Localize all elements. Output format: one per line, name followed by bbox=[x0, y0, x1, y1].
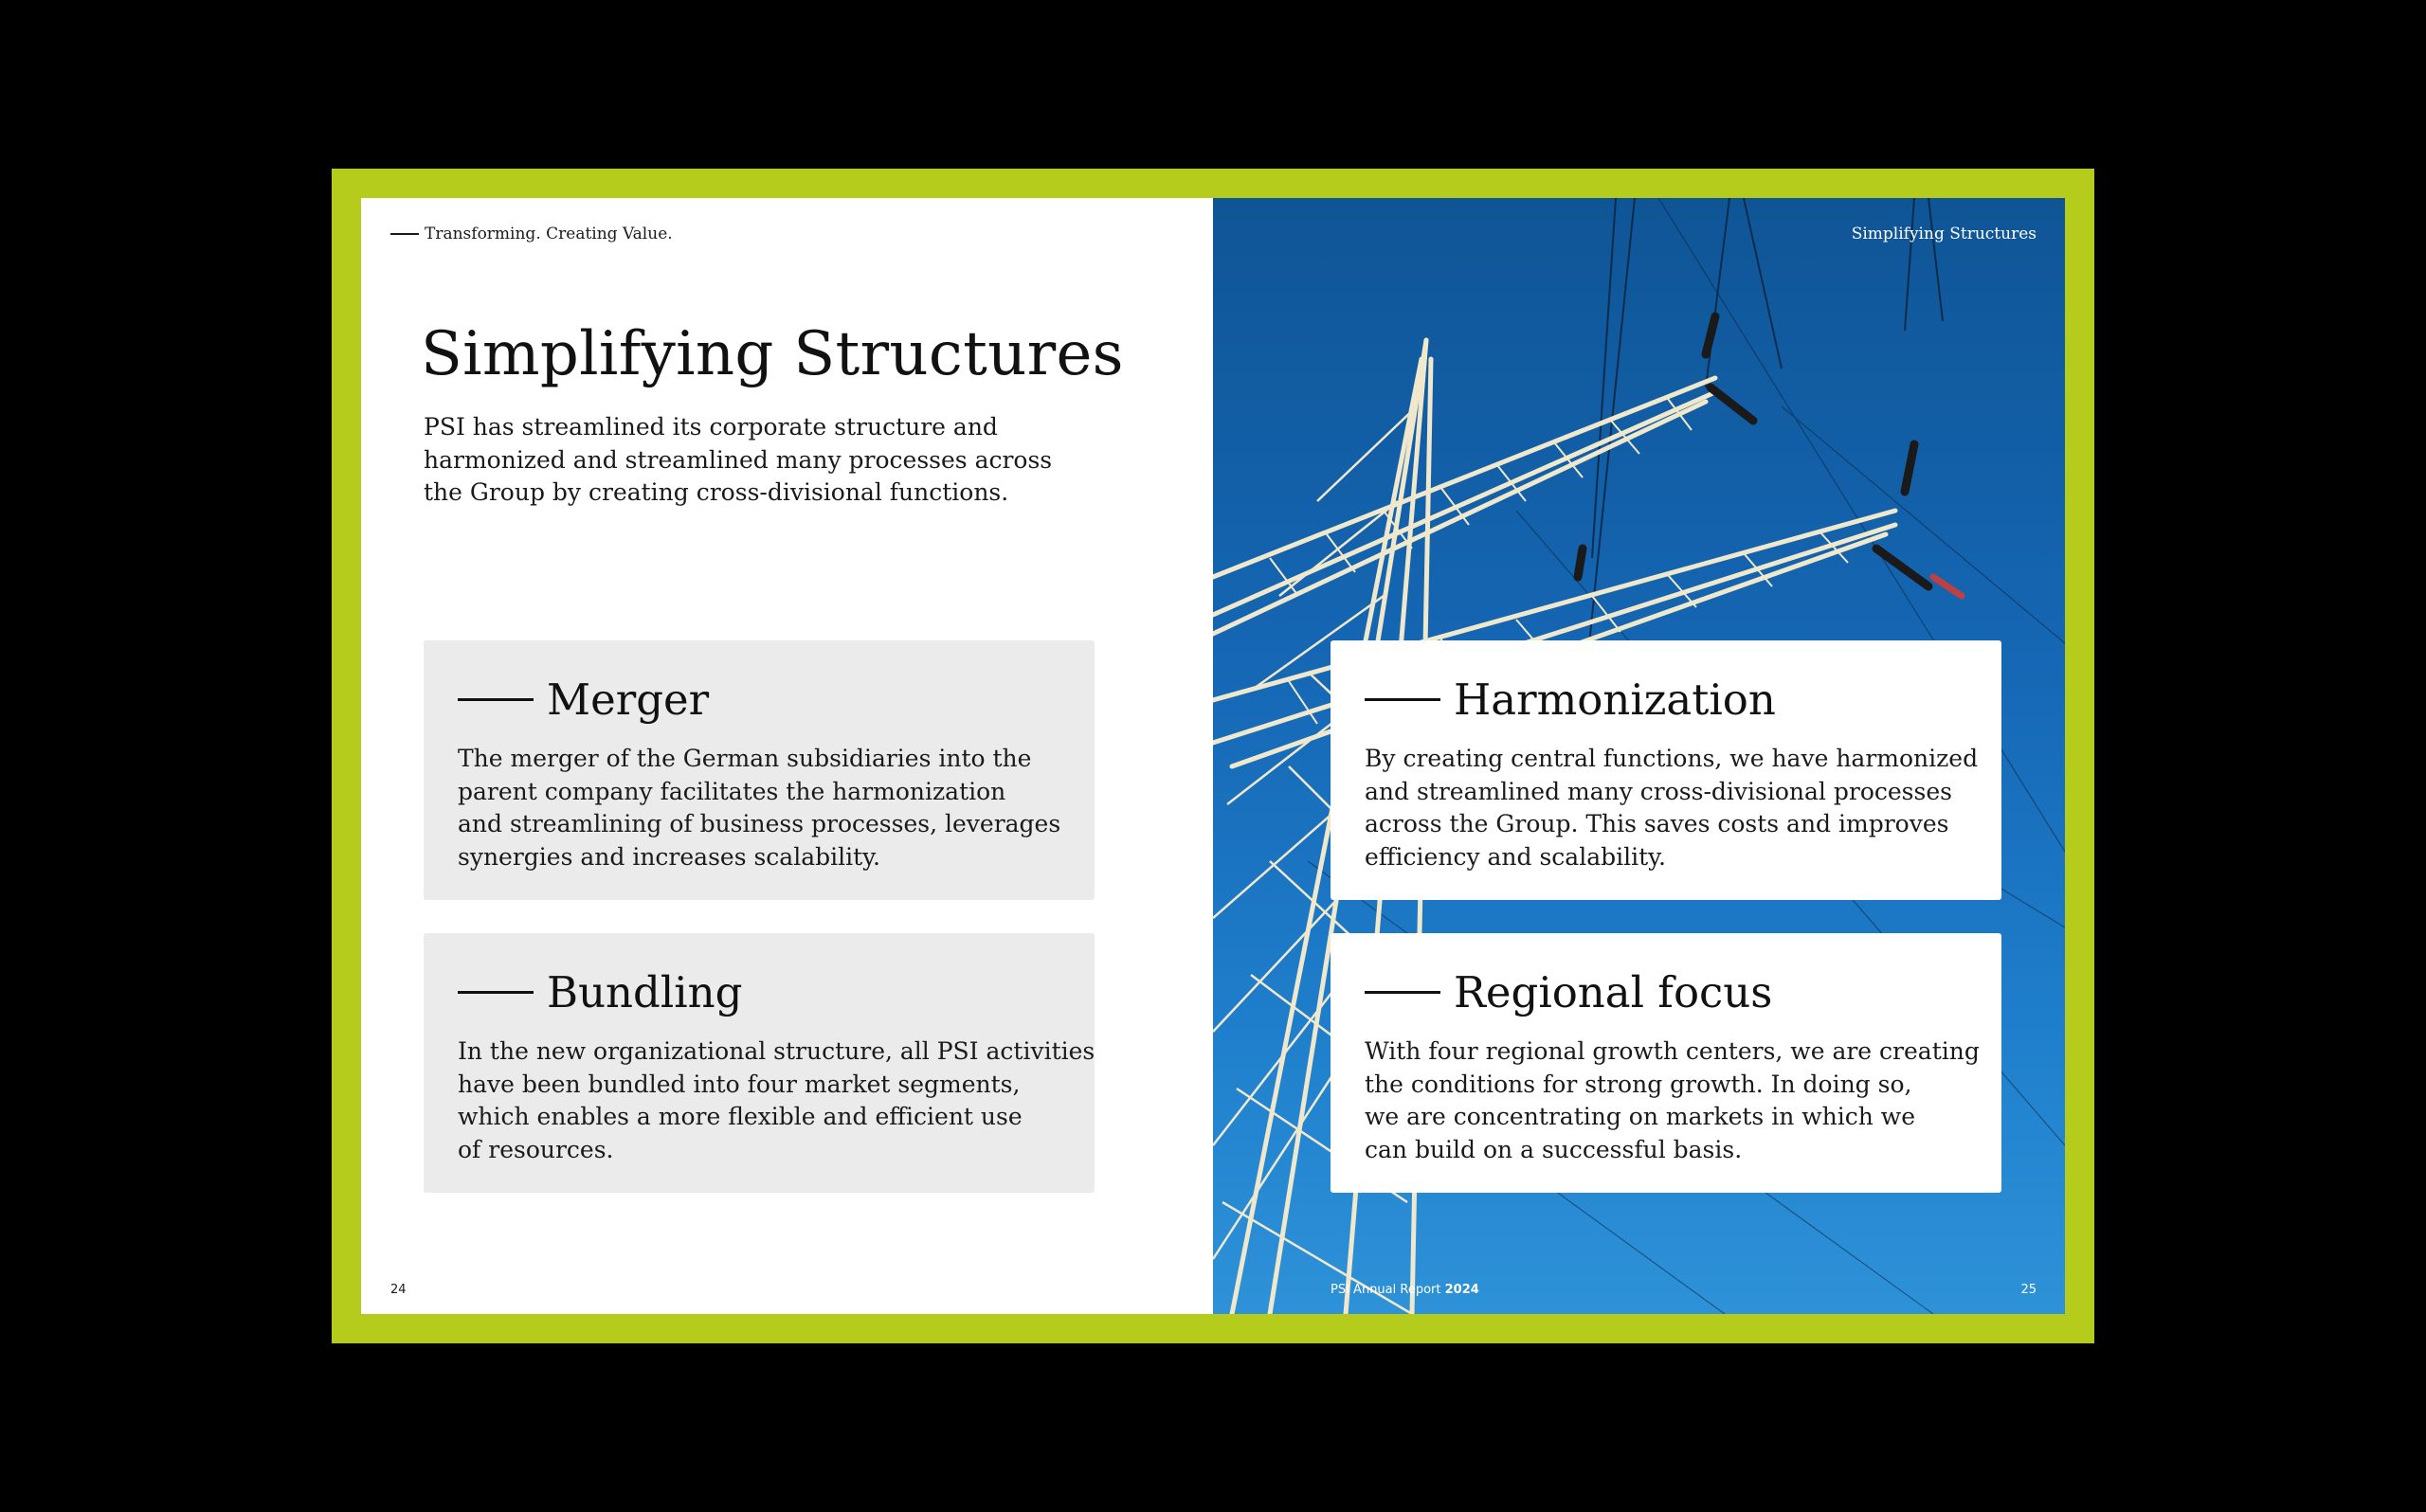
body-line: we are concentrating on markets in which we bbox=[1365, 1103, 1915, 1130]
card-heading bbox=[1365, 675, 1776, 725]
dash-rule bbox=[1365, 698, 1440, 701]
page-spread bbox=[361, 198, 2065, 1314]
dash-rule bbox=[390, 233, 419, 235]
regional-focus-title: Regional focus bbox=[1454, 967, 1773, 1017]
page-number-left: 24 bbox=[390, 1283, 407, 1297]
intro-line: the Group by creating cross-divisional functions. bbox=[424, 478, 1009, 506]
page-title: Simplifying Structures bbox=[421, 319, 1124, 389]
body-line: across the Group. This saves costs and improves bbox=[1365, 810, 1949, 837]
running-head-right: Simplifying Structures bbox=[1851, 225, 2037, 243]
body-line: the conditions for strong growth. In doing so, bbox=[1365, 1070, 1912, 1098]
running-head-left-text: Transforming. Creating Value. bbox=[425, 225, 673, 243]
card-body bbox=[458, 1035, 1095, 1166]
harmonization-card bbox=[1331, 640, 2001, 900]
regional-focus-card bbox=[1331, 933, 2001, 1193]
dash-rule bbox=[1365, 991, 1440, 994]
intro-line: PSI has streamlined its corporate structure and bbox=[424, 413, 998, 441]
left-page bbox=[361, 198, 1213, 1314]
body-line: efficiency and scalability. bbox=[1365, 842, 1666, 871]
bundling-title: Bundling bbox=[547, 967, 743, 1017]
merger-card bbox=[424, 640, 1095, 900]
card-body bbox=[1365, 1035, 1990, 1166]
body-line: and streamlined many cross-divisional processes bbox=[1365, 777, 1952, 805]
report-name: PSI Annual Report bbox=[1331, 1283, 1441, 1297]
body-line: of resources. bbox=[458, 1135, 614, 1163]
intro-paragraph bbox=[424, 411, 1053, 510]
footer-report-name bbox=[1331, 1283, 1479, 1297]
body-line: In the new organizational structure, all PSI activities bbox=[458, 1037, 1095, 1065]
right-page bbox=[1213, 198, 2065, 1314]
body-line: synergies and increases scalability. bbox=[458, 842, 880, 871]
running-head-left bbox=[390, 225, 673, 243]
card-heading bbox=[1365, 967, 1772, 1017]
page-number-right: 25 bbox=[2020, 1283, 2037, 1297]
harmonization-title: Harmonization bbox=[1454, 675, 1776, 725]
body-line: can build on a successful basis. bbox=[1365, 1135, 1743, 1163]
intro-line: harmonized and streamlined many processes across bbox=[424, 445, 1053, 474]
body-line: parent company facilitates the harmonization bbox=[458, 777, 1006, 805]
body-line: and streamlining of business processes, leverages bbox=[458, 810, 1061, 837]
body-line: The merger of the German subsidiaries into the bbox=[458, 745, 1032, 772]
body-line: have been bundled into four market segments, bbox=[458, 1070, 1021, 1098]
card-body bbox=[458, 743, 1083, 873]
merger-title: Merger bbox=[547, 675, 710, 725]
card-heading bbox=[458, 675, 709, 725]
report-year: 2024 bbox=[1444, 1283, 1479, 1297]
body-line: which enables a more flexible and efficient use bbox=[458, 1103, 1023, 1130]
dash-rule bbox=[458, 991, 534, 994]
card-body bbox=[1365, 743, 1990, 873]
dash-rule bbox=[458, 698, 534, 701]
body-line: By creating central functions, we have harmonized bbox=[1365, 745, 1979, 772]
body-line: With four regional growth centers, we are creating bbox=[1365, 1037, 1980, 1065]
bundling-card bbox=[424, 933, 1095, 1193]
card-heading bbox=[458, 967, 742, 1017]
